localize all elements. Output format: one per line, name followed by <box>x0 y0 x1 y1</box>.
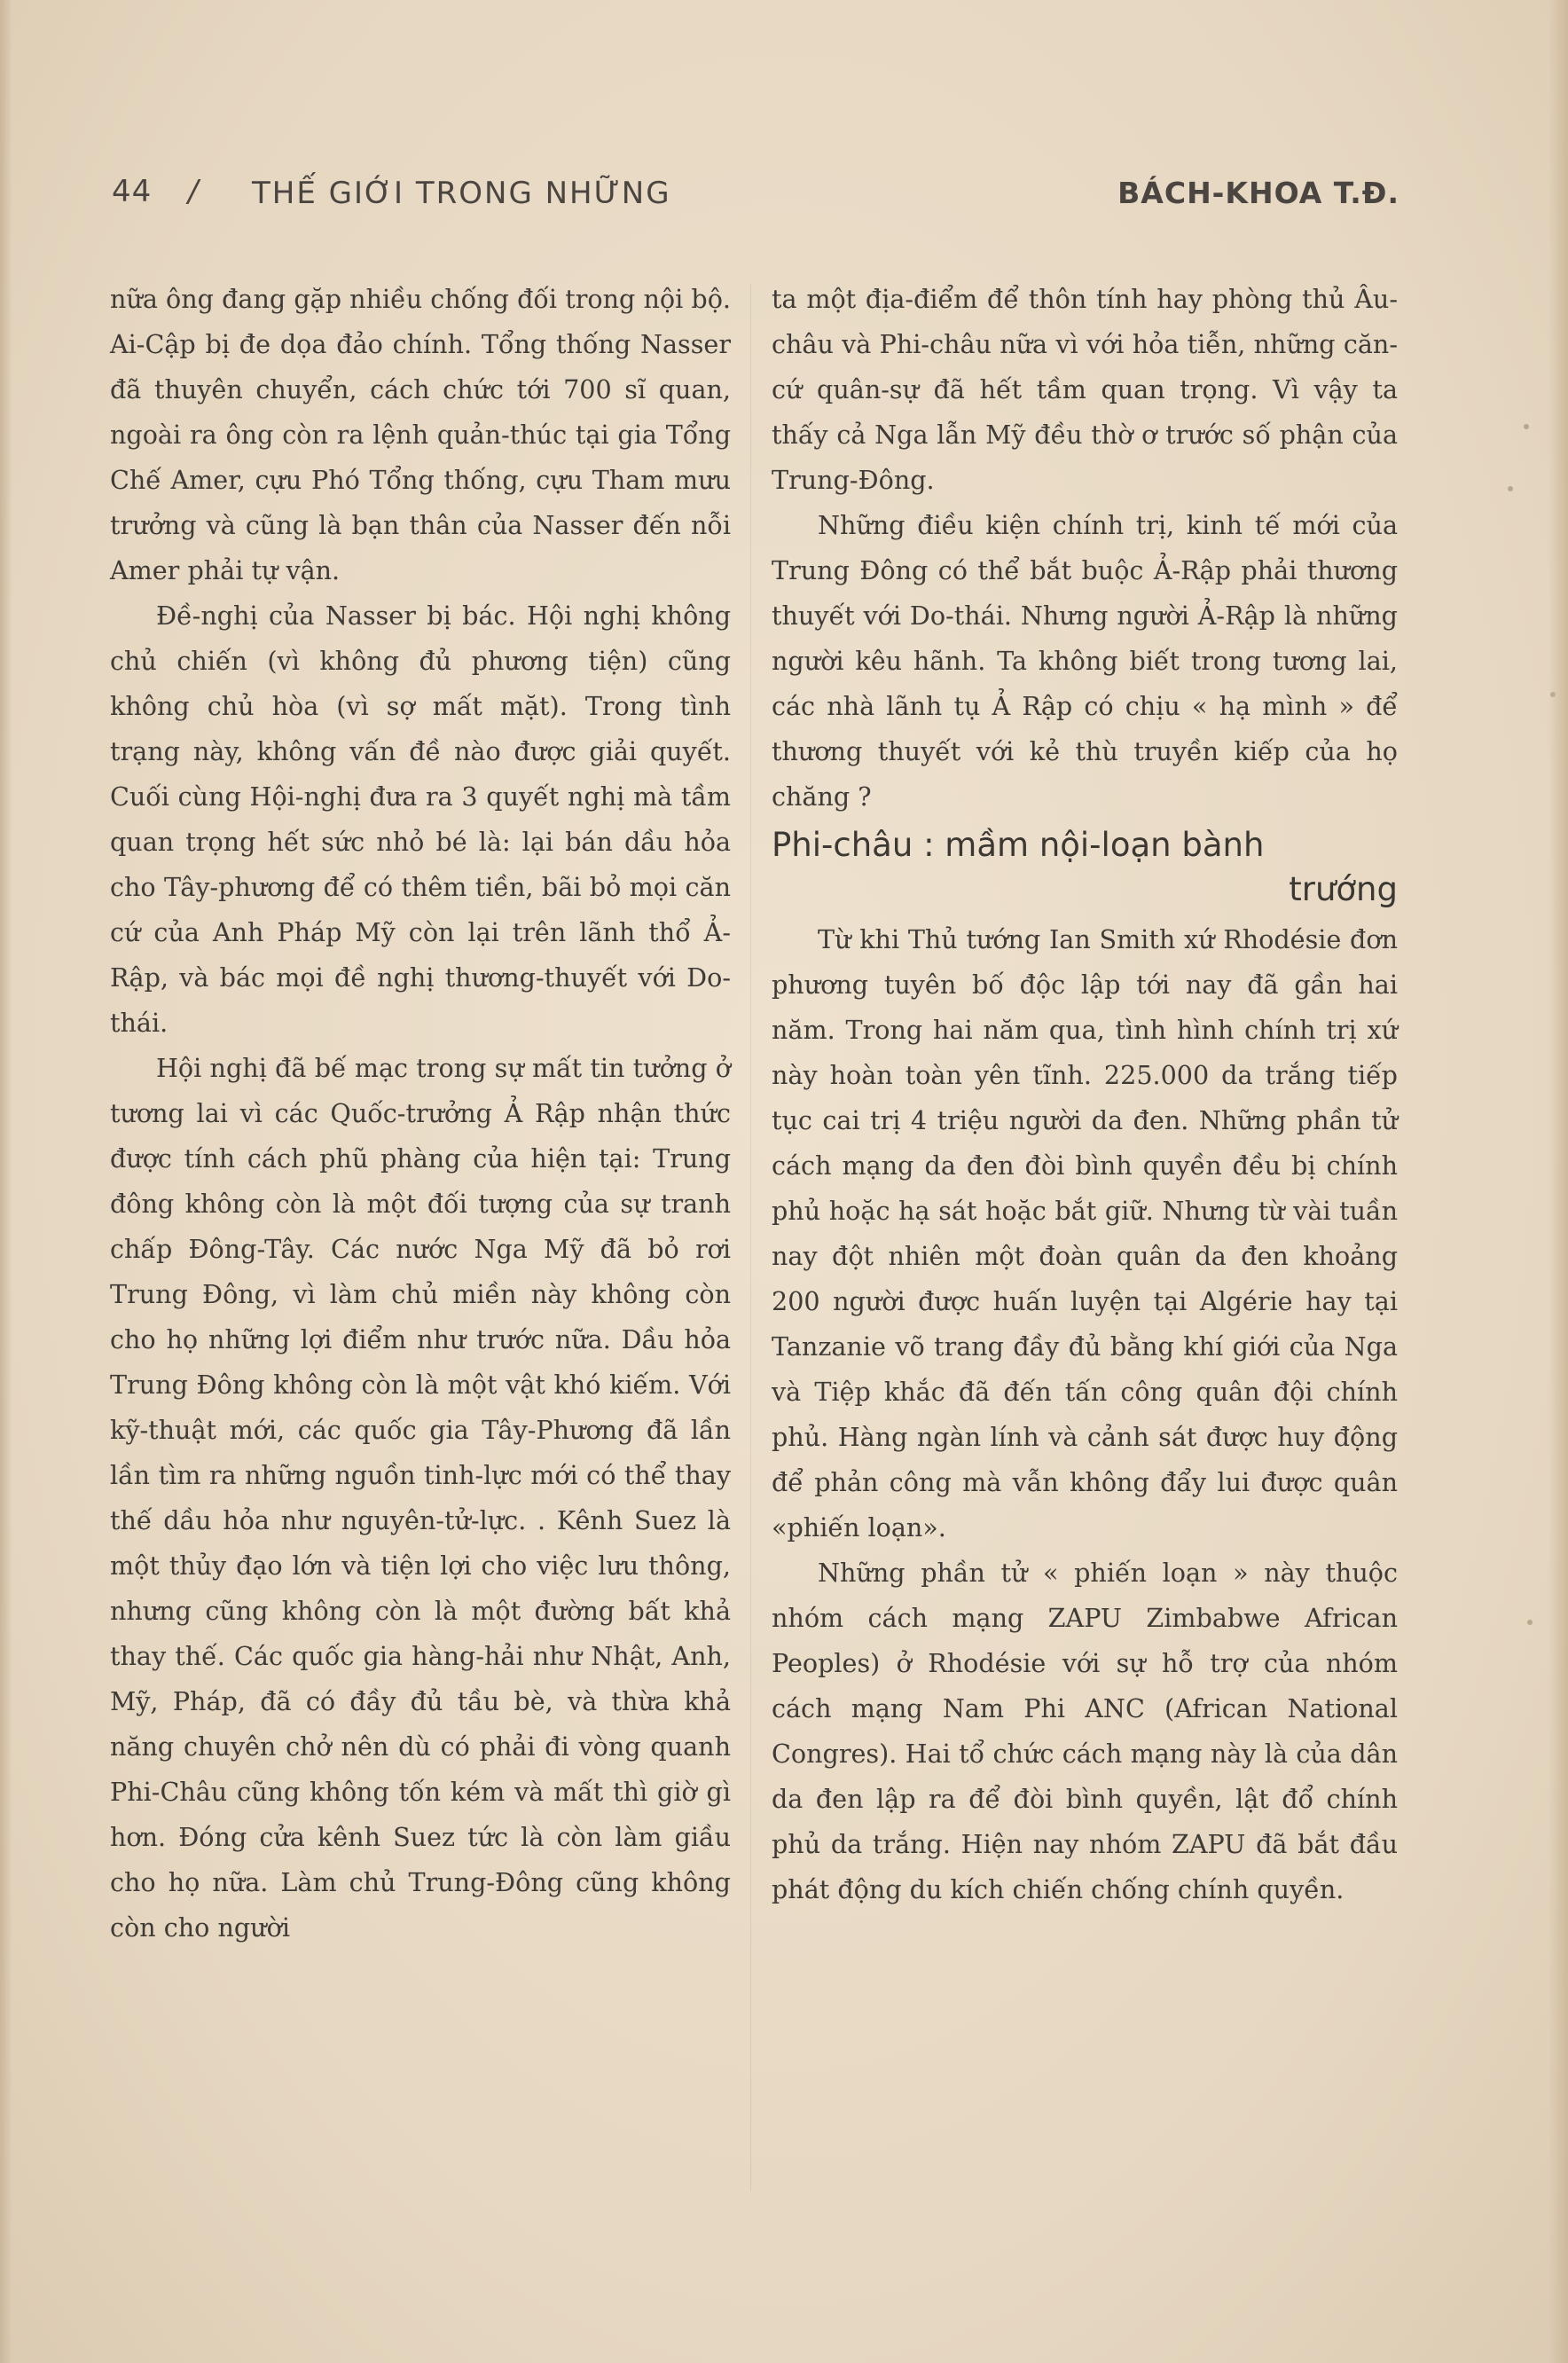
paper-speck <box>1508 486 1513 491</box>
section-heading-line-1: Phi-châu : mầm nội-loạn bành <box>772 826 1265 864</box>
running-title: THẾ GIỚI TRONG NHỮNG <box>252 176 671 211</box>
paragraph: Từ khi Thủ tướng Ian Smith xứ Rhodésie đơn phương tuyên bố độc lập tới nay đã gần hai năm. Trong hai năm qua, tình hình chính trị xứ này hoàn toàn yên tĩnh. 225.000 da trắng tiếp tục cai trị 4 triệu người da đen. Những phần tử cách mạng da đen đòi bình quyền đều bị chính phủ hoặc hạ sát hoặc bắt giữ. Nhưng từ vài tuần nay đột nhiên một đoàn quân da đen khoảng 200 người được huấn luyện tại Algérie hay tại Tanzanie võ trang đầy đủ bằng khí giới của Nga và Tiệp khắc đã đến tấn công quân đội chính phủ. Hàng ngàn lính và cảnh sát được huy động để phản công mà vẫn không đẩy lui được quân «phiến loạn». <box>772 924 1398 1543</box>
section-heading-line-2: trướng <box>1289 870 1398 908</box>
paragraph: nữa ông đang gặp nhiều chống đối trong nội bộ. Ai-Cập bị đe dọa đảo chính. Tổng thống Nasser đã thuyên chuyển, cách chức tới 700 sĩ quan, ngoài ra ông còn ra lệnh quản-thúc tại gia Tổng Chế Amer, cựu Phó Tổng thống, cựu Tham mưu trưởng và cũng là bạn thân của Nasser đến nỗi Amer phải tự vận. <box>110 284 731 585</box>
header-separator: / <box>188 174 199 209</box>
paragraph: Đề-nghị của Nasser bị bác. Hội nghị không chủ chiến (vì không đủ phương tiện) cũng không chủ hòa (vì sợ mất mặt). Trong tình trạng này, không vấn đề nào được giải quyết. Cuối cùng Hội-nghị đưa ra 3 quyết nghị mà tầm quan trọng hết sức nhỏ bé là: lại bán dầu hỏa cho Tây-phương để có thêm tiền, bãi bỏ mọi căn cứ của Anh Pháp Mỹ còn lại trên lãnh thổ Ả-Rập, và bác mọi đề nghị thương-thuyết với Do-thái. <box>110 601 731 1038</box>
paragraph: ta một địa-điểm để thôn tính hay phòng thủ Âu-châu và Phi-châu nữa vì với hỏa tiễn, những căn-cứ quân-sự đã hết tầm quan trọng. Vì vậy ta thấy cả Nga lẫn Mỹ đều thờ ơ trước số phận của Trung-Đông. <box>772 284 1398 495</box>
paragraph: Những phần tử « phiến loạn » này thuộc nhóm cách mạng ZAPU Zimbabwe African Peoples) ở Rhodésie với sự hỗ trợ của nhóm cách mạng Nam Phi ANC (African National Congres). Hai tổ chức cách mạng này là của dân da đen lập ra để đòi bình quyền, lật đổ chính phủ da trắng. Hiện nay nhóm ZAPU đã bắt đầu phát động du kích chiến chống chính quyền. <box>772 1558 1398 1904</box>
left-column <box>110 277 731 1951</box>
section-heading <box>772 823 1398 912</box>
right-column <box>772 277 1398 1912</box>
column-divider <box>750 284 751 2191</box>
paper-speck <box>1550 692 1556 697</box>
paragraph: Hội nghị đã bế mạc trong sự mất tin tưởng ở tương lai vì các Quốc-trưởng Ả Rập nhận thức được tính cách phũ phàng của hiện tại: Trung đông không còn là một đối tượng của sự tranh chấp Đông-Tây. Các nước Nga Mỹ đã bỏ rơi Trung Đông, vì làm chủ miền này không còn cho họ những lợi điểm như trước nữa. Dầu hỏa Trung Đông không còn là một vật khó kiếm. Với kỹ-thuật mới, các quốc gia Tây-Phương đã lần lần tìm ra những nguồn tinh-lực mới có thể thay thế dầu hỏa như nguyên-tử-lực. . Kênh Suez là một thủy đạo lớn và tiện lợi cho việc lưu thông, nhưng cũng không còn là một đường bất khả thay thế. Các quốc gia hàng-hải như Nhật, Anh, Mỹ, Pháp, đã có đầy đủ tầu bè, và thừa khả năng chuyên chở nên dù có phải đi vòng quanh Phi-Châu cũng không tốn kém và mất thì giờ gì hơn. Đóng cửa kênh Suez tức là còn làm giầu cho họ nữa. Làm chủ Trung-Đông cũng không còn cho người <box>110 1053 731 1943</box>
paper-speck <box>1524 424 1529 429</box>
paragraph: Những điều kiện chính trị, kinh tế mới của Trung Đông có thể bắt buộc Ả-Rập phải thương thuyết với Do-thái. Nhưng người Ả-Rập là những người kêu hãnh. Ta không biết trong tương lai, các nhà lãnh tụ Ả Rập có chịu « hạ mình » để thương thuyết với kẻ thù truyền kiếp của họ chăng ? <box>772 510 1398 812</box>
page-header <box>112 174 1399 218</box>
paper-speck <box>1527 1620 1533 1625</box>
journal-name: BÁCH-KHOA T.Đ. <box>1117 176 1399 210</box>
page-number: 44 <box>112 174 153 209</box>
